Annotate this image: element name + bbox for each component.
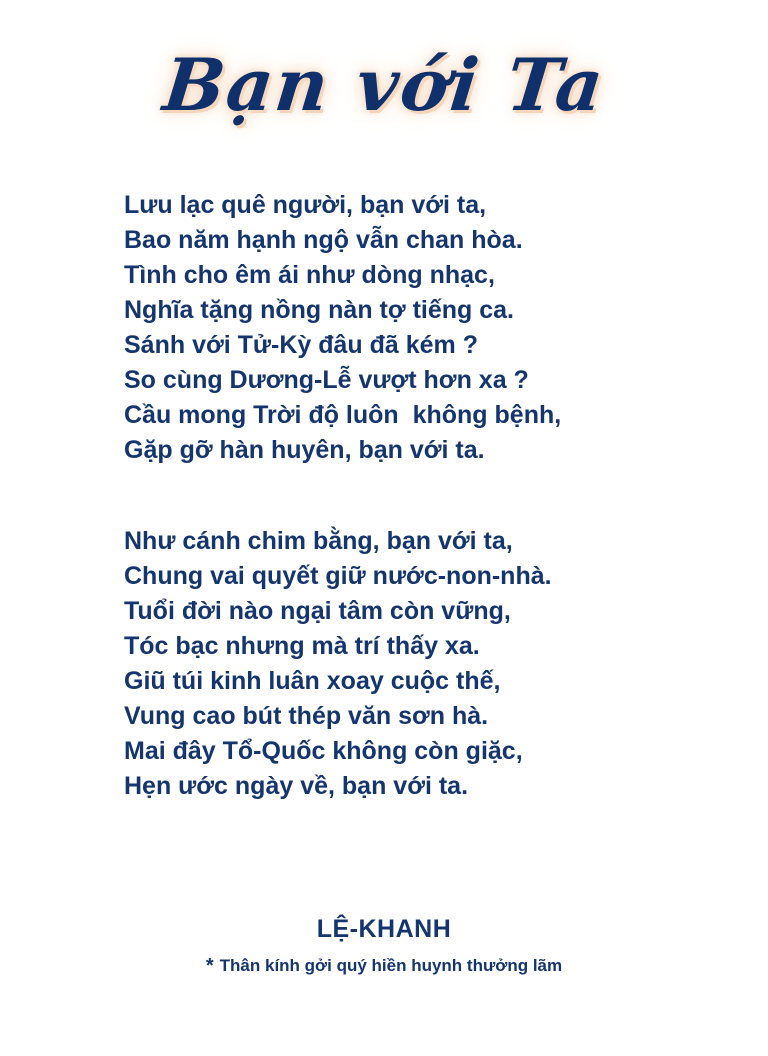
- poem-line: Vung cao bút thép văn sơn hà.: [124, 702, 489, 730]
- poem-line: So cùng Dương-Lễ vượt hơn xa ?: [124, 366, 529, 394]
- poem-line: Nghĩa tặng nồng nàn tợ tiếng ca.: [124, 296, 514, 324]
- poem-line: Sánh với Tử-Kỳ đâu đã kém ?: [124, 331, 479, 359]
- poem-line: Giũ túi kinh luân xoay cuộc thế,: [124, 667, 501, 695]
- poem-body: [124, 188, 684, 860]
- poem-line: Tóc bạc nhưng mà trí thấy xa.: [124, 632, 480, 660]
- poem-line: Mai đây Tổ-Quốc không còn giặc,: [124, 737, 523, 765]
- author-signature: LỆ-KHANH: [316, 915, 452, 943]
- poem-line: Hẹn ước ngày về, bạn với ta.: [124, 772, 469, 800]
- asterisk-icon: *: [205, 955, 214, 977]
- poem-line: Như cánh chim bằng, bạn với ta,: [124, 527, 513, 555]
- poem-line: Lưu lạc quê người, bạn với ta,: [124, 191, 487, 219]
- poem-line: Gặp gỡ hàn huyên, bạn với ta.: [124, 436, 485, 464]
- poem-line: Chung vai quyết giữ nước-non-nhà.: [124, 562, 552, 590]
- poem-line: Bao năm hạnh ngộ vẫn chan hòa.: [124, 226, 523, 254]
- stanza-1: [124, 188, 684, 468]
- poem-line: Tình cho êm ái như dòng nhạc,: [124, 261, 495, 289]
- stanza-2: [124, 524, 684, 804]
- dedication-text: Thân kính gởi quý hiền huynh thưởng lãm: [219, 956, 563, 975]
- dedication-note: [0, 955, 768, 978]
- poem-title: Bạn với Ta: [159, 42, 609, 127]
- poem-line: Cầu mong Trời độ luôn không bệnh,: [124, 401, 562, 429]
- title-block: [0, 40, 768, 130]
- poem-line: Tuổi đời nào ngại tâm còn vững,: [124, 597, 511, 625]
